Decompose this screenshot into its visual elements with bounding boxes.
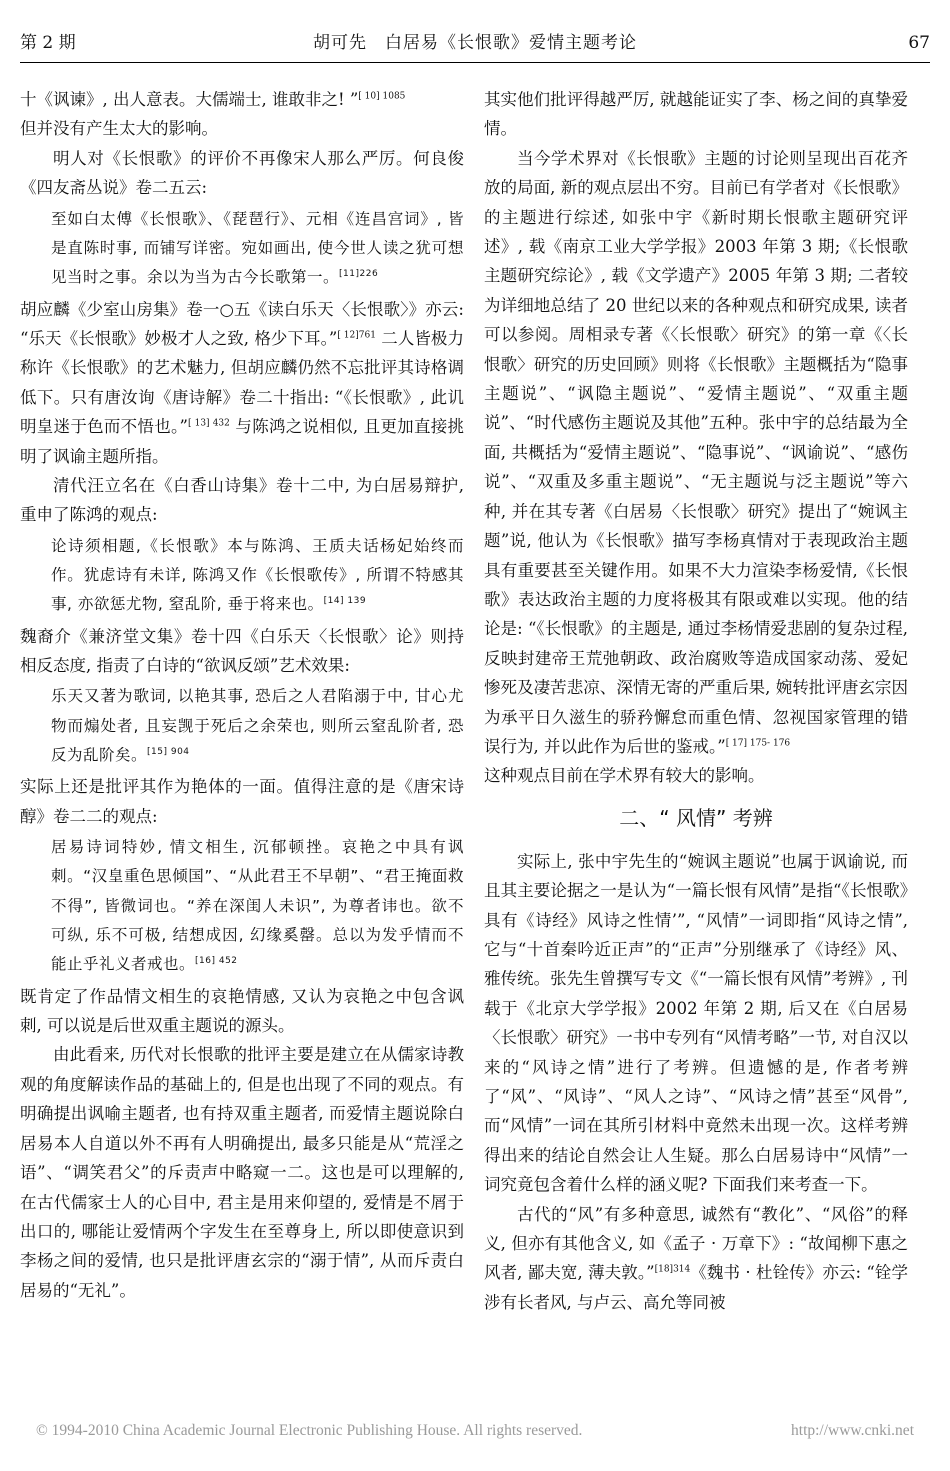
- block-quote: 论诗须相题,《长恨歌》本与陈鸿、王质夫话杨妃始终而作。犹虑诗有未详, 陈鸿又作《长恨歌传》, 所谓不特感其事, 亦欲惩尤物, 窒乱阶, 垂于将来也。$^{[14] 139}$: [51, 536, 464, 614]
- paragraph: 清代汪立名在《白香山诗集》卷十二中, 为白居易辩护, 重申了陈鸿的观点:: [20, 475, 464, 525]
- paragraph: 魏裔介《兼济堂文集》卷十四《白乐天〈长恨歌〉论》则持相反态度, 指责了白诗的“欲讽反颂”艺术效果:: [20, 626, 464, 676]
- paragraph: 十《讽谏》, 出人意表。大儒端士, 谁敢非之! ”$^{[ 10] 1085}$ 但并没有产生太大的影响。: [20, 90, 406, 139]
- paragraph: 当今学术界对《长恨歌》主题的讨论则呈现出百花齐放的局面, 新的观点层出不穷。目前已有学者对《长恨歌》的主题进行综述, 如张中宇《新时期长恨歌主题研究评述》, 载《南京工业大学学报》2003 年第 3 期;《长恨歌主题研究综论》, 载《文学遗产》2005 年第 3 期; 二者较为详细地总结了 20 世纪以来的各种观点和研究成果, 读者可以参阅。周相录专著《〈长恨歌〉研究》的第一章《〈长恨歌〉研究的历史回顾》则将《长恨歌》主题概括为“隐事主题说”、“讽隐主题说”、“爱情主题说”、“双重主题说”、“时代感伤主题说及其他”五种。张中宇的总结最为全面, 共概括为“爱情主题说”、“隐事说”、“讽谕说”、“感伤说”、“双重及多重主题说”、“无主题说与泛主题说”等六种, 并在其专著《白居易〈长恨歌〉研究》提出了“婉讽主题”说, 他认为《长恨歌》描写李杨真情对于表现政治主题具有重要甚至关键作用。如果不大力渲染李杨爱情,《长恨歌》表达政治主题的力度将极其有限或难以实现。他的结论是: “《长恨歌》的主题是, 通过李杨情爱悲剧的复杂过程, 反映封建帝王荒弛朝政、政治腐败等造成国家动荡、爱妃惨死及凄苦悲凉、深情无寄的严重后果, 婉转批评唐玄宗因为承平日久滋生的骄矜懈怠而重色情、忽视国家管理的错误行为, 并以此作为后世的鉴戒。”$^{[ 17] 175- 176}$ 这种观点目前在学术界有较大的影响。: [484, 148, 908, 786]
- citation: [ 17] 175- 176: [725, 738, 791, 749]
- paragraph: 由此看来, 历代对长恨歌的批评主要是建立在从儒家诗教观的角度解读作品的基础上的, 但是也出现了不同的观点。有明确提出讽喻主题者, 也有持双重主题者, 而爱情主题说除白居易本人自道以外不再有人明确提出, 最多只能是从“荒淫之语”、“调笑君父”的斥责声中略窥一二。这也是可以理解的, 在古代儒家士人的心目中, 君主是用来仰望的, 爱情是不屑于出口的, 哪能让爱情两个字发生在至尊身上, 所以即使意识到李杨之间的爱情, 也只是批评唐玄宗的“溺于情”, 从而斥责白居易的“无礼”。: [20, 1045, 464, 1300]
- block-quote: 居易诗词特妙, 情文相生, 沉郁顿挫。哀艳之中具有讽刺。“汉皇重色思倾国”、“从此君王不早朝”、“君王掩面救不得”, 皆微词也。“养在深闺人未识”, 为尊者讳也。欲不可纵, 乐不可极, 结想成因, 幻缘奚罄。总以为发乎情而不能止乎礼义者戒也。$^{[16] 452}$: [51, 838, 464, 974]
- paragraph: 既肯定了作品情文相生的哀艳情感, 又认为哀艳之中包含讽刺, 可以说是后世双重主题说的源头。: [20, 986, 464, 1036]
- footer-url: http://www.cnki.net: [791, 1422, 914, 1439]
- running-title: 胡可先 白居易《长恨歌》爱情主题考论: [313, 33, 637, 53]
- citation: [16] 452: [195, 956, 238, 967]
- paragraph: 古代的“风”有多种意思, 诚然有“教化”、“风俗”的释义, 但亦有其他含义, 如《孟子 · 万章下》: “故闻柳下惠之风者, 鄙夫宽, 薄夫敦。”$^{[18]314}$《魏书 · 杜铨传》亦云: “铨学涉有长者风, 与卢云、高允等同被: [484, 1204, 908, 1312]
- citation: [ 12]761: [337, 330, 376, 341]
- section-heading: 二、“ 风情” 考辨: [619, 805, 773, 830]
- citation: [14] 139: [323, 596, 367, 607]
- paragraph: 明人对《长恨歌》的评价不再像宋人那么严厉。何良俊《四友斋丛说》卷二五云:: [20, 148, 464, 198]
- paragraph: 胡应麟《少室山房集》卷一○五《读白乐天〈长恨歌〉》亦云: “乐天《长恨歌》妙极才人之致, 格少下耳。”$^{[ 12]761}$ 二人皆极力称许《长恨歌》的艺术魅力, 但胡应麟仍然不忘批评其诗格调低下。只有唐汝询《唐诗解》卷二十指出: “《长恨歌》, 此讥明皇迷于色而不悟也。”$^{[ 13] 432}$ 与陈鸿之说相似, 且更加直接挑明了讽谕主题所指。: [20, 299, 464, 466]
- copyright-notice: © 1994-2010 China Academic Journal Electronic Publishing House. All rights reserved.: [36, 1422, 583, 1439]
- running-header: [20, 30, 930, 56]
- block-quote: 乐天又著为歌词, 以艳其事, 恐后之人君陷溺于中, 甘心尤物而煽处者, 且妄觊于死后之余荣也, 则所云窒乱阶者, 恐反为乱阶矣。$^{[15] 904}$: [51, 687, 464, 765]
- header-rule: [20, 62, 930, 63]
- paragraph: 其实他们批评得越严厉, 就越能证实了李、杨之间的真挚爱情。: [484, 90, 908, 139]
- issue-number: 第 2 期: [20, 33, 76, 53]
- paragraph: 实际上还是批评其作为艳体的一面。值得注意的是《唐宋诗醇》卷二二的观点:: [20, 777, 464, 826]
- page-number: 67: [908, 33, 930, 53]
- citation: [15] 904: [147, 746, 190, 757]
- citation: [18]314: [654, 1264, 691, 1275]
- right-column: [484, 85, 908, 1317]
- citation: [11]226: [339, 269, 379, 280]
- paragraph: 实际上, 张中宇先生的“婉讽主题说”也属于讽谕说, 而且其主要论据之一是认为“一篇长恨有风情”是指“《长恨歌》具有《诗经》风诗之性情’”, “风情”一词即指“风诗之情”, 它与“十首秦吟近正声”的“正声”分别继承了《诗经》风、雅传统。张先生曾撰写专文《“一篇长恨有风情”考辨》, 刊载于《北京大学学报》2002 年第 2 期, 后又在《白居易〈长恨歌〉研究》一书中专列有“风情考略”一节, 对自汉以来的“风诗之情”进行了考辨。但遗憾的是, 作者考辨了“风”、“风诗”、“风人之诗”、“风诗之情”甚至“风骨”, 而“风情”一词在其所引材料中竟然未出现一次。这样考辨得出来的结论自然会让人生疑。那么白居易诗中“风情”一词究竟包含着什么样的涵义呢? 下面我们来考查一下。: [484, 851, 908, 1195]
- citation: [ 13] 432: [187, 418, 230, 429]
- block-quote: 至如白太傅《长恨歌》、《琵琶行》、元相《连昌宫词》, 皆是直陈时事, 而铺写详密。宛如画出, 使今世人读之犹可想见当时之事。余以为当为古今长歌第一。$^{[11]226}$: [51, 209, 464, 287]
- left-column: [20, 85, 464, 1305]
- citation: [ 10] 1085: [358, 91, 406, 102]
